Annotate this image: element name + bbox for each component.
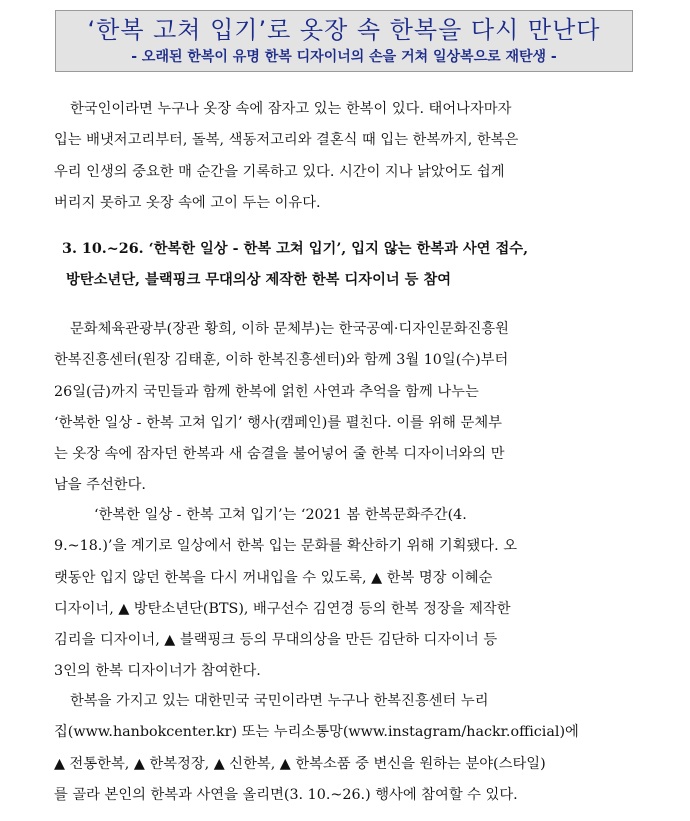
paragraph-line: ▲ 전통한복, ▲ 한복정장, ▲ 신한복, ▲ 한복소품 중 변신을 원하는 분야(스타일) — [54, 755, 546, 772]
paragraph-campaign — [54, 314, 634, 502]
paragraph-line: 한복진흥센터(원장 김태훈, 이하 한복진흥센터)와 함께 3월 10일(수)부터 — [54, 352, 509, 369]
paragraph-line: 는 옷장 속에 잠자던 한복과 새 숨결을 불어넣어 줄 한복 디자이너와의 만 — [54, 446, 505, 463]
title-box — [55, 10, 633, 72]
paragraph-line: 3인의 한복 디자이너가 참여한다. — [54, 663, 261, 680]
paragraph-line: 집(www.hanbokcenter.kr) 또는 누리소통망(www.instagram/hackr.official)에 — [54, 724, 579, 741]
paragraph-line: 한복을 가지고 있는 대한민국 국민이라면 누구나 한복진흥센터 누리 — [70, 693, 489, 709]
section-heading — [54, 234, 634, 297]
paragraph-line: 우리 인생의 중요한 매 순간을 기록하고 있다. 시간이 지나 낡았어도 쉽게 — [54, 163, 505, 180]
page-subtitle: - 오래된 한복이 유명 한복 디자이너의 손을 거쳐 일상복으로 재탄생 - — [131, 49, 557, 65]
paragraph-line: 한국인이라면 누구나 옷장 속에 잠자고 있는 한복이 있다. 태어나자마자 — [70, 101, 512, 117]
paragraph-line: 랫동안 입지 않던 한복을 다시 꺼내입을 수 있도록, ▲ 한복 명장 이혜순 — [54, 569, 493, 586]
paragraph-designers — [54, 500, 634, 688]
paragraph-participation — [54, 686, 634, 811]
paragraph-intro — [54, 94, 634, 219]
heading-line: 3. 10.~26. ‘한복한 일상 - 한복 고쳐 입기’, 입지 않는 한복과 사연 접수, — [62, 241, 529, 257]
paragraph-line: 김리을 디자이너, ▲ 블랙핑크 등의 무대의상을 만든 김단하 디자이너 등 — [54, 632, 498, 649]
paragraph-line: 버리지 못하고 옷장 속에 고이 두는 이유다. — [54, 194, 321, 211]
paragraph-line: ‘한복한 일상 - 한복 고쳐 입기’는 ‘2021 봄 한복문화주간(4. — [94, 507, 467, 523]
page-title: ‘한복 고쳐 입기’로 옷장 속 한복을 다시 만난다 — [87, 16, 601, 44]
paragraph-line: 남을 주선한다. — [54, 477, 146, 494]
paragraph-line: 입는 배냇저고리부터, 돌복, 색동저고리와 결혼식 때 입는 한복까지, 한복은 — [54, 132, 519, 149]
paragraph-line: 를 골라 본인의 한복과 사연을 올리면(3. 10.~26.) 행사에 참여할 수 있다. — [54, 786, 518, 803]
paragraph-line: ‘한복한 일상 - 한복 고쳐 입기’ 행사(캠페인)를 펼친다. 이를 위해 문체부 — [54, 414, 502, 431]
paragraph-line: 문화체육관광부(장관 황희, 이하 문체부)는 한국공예·디자인문화진흥원 — [70, 321, 509, 337]
paragraph-line: 26일(금)까지 국민들과 함께 한복에 얽힌 사연과 추억을 함께 나누는 — [54, 383, 479, 400]
heading-line: 방탄소년단, 블랙핑크 무대의상 제작한 한복 디자이너 등 참여 — [66, 272, 452, 289]
paragraph-line: 9.~18.)’을 계기로 일상에서 한복 입는 문화를 확산하기 위해 기획됐다. 오 — [54, 538, 518, 555]
paragraph-line: 디자이너, ▲ 방탄소년단(BTS), 배구선수 김연경 등의 한복 정장을 제작한 — [54, 600, 511, 617]
